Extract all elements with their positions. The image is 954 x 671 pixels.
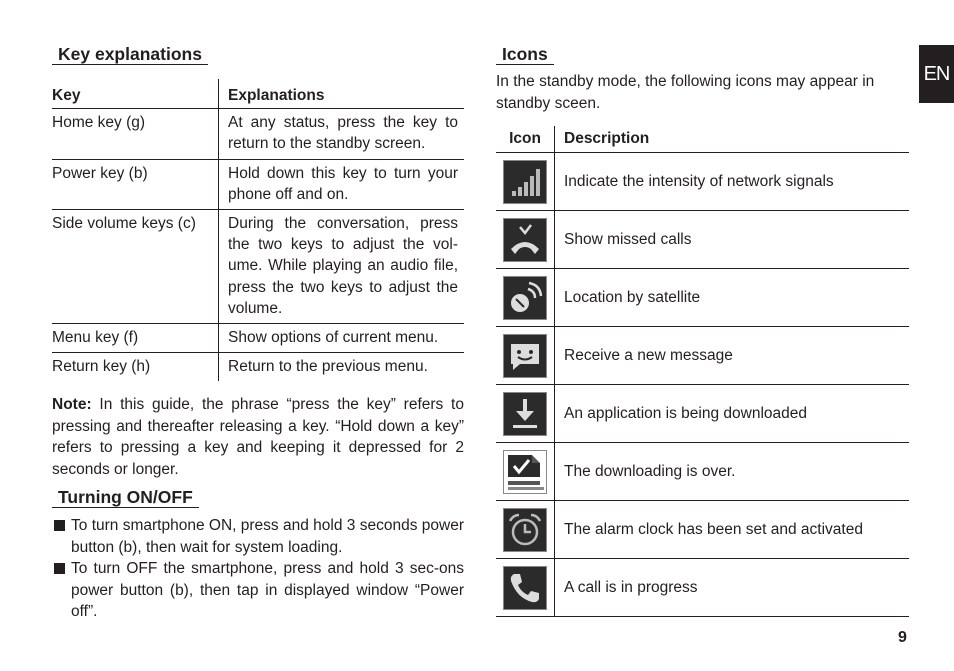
explanation-cell: During the conversation, press the two keys to adjust the vol-ume. While playing an audio file, press the two keys to adjust the volume. — [219, 210, 465, 324]
note-text: In this guide, the phrase “press the key” refers to pressing and thereafter releasing a key. “Hold down a key” refers to pressing a key and keeping it depressed for 2 seconds or longer. — [52, 396, 464, 478]
square-bullet-icon — [54, 563, 65, 574]
explanation-cell: Show options of current menu. — [219, 324, 465, 353]
description-cell: The alarm clock has been set and activated — [555, 501, 910, 559]
bullet-text: To turn OFF the smartphone, press and hold 3 sec-ons power button (b), then tap in displayed window “Power off”. — [71, 560, 464, 621]
description-cell: Show missed calls — [555, 211, 910, 269]
download-complete-icon — [503, 450, 547, 494]
note-paragraph — [52, 394, 464, 480]
table-row — [52, 159, 464, 209]
table-row — [52, 353, 464, 382]
bullet-text: To turn smartphone ON, press and hold 3 seconds power button (b), then wait for system loading. — [71, 517, 464, 556]
key-cell: Side volume keys (c) — [52, 210, 219, 324]
table-row — [496, 501, 909, 559]
key-explanations-table — [52, 79, 464, 381]
list-item — [52, 515, 464, 558]
key-cell: Return key (h) — [52, 353, 219, 382]
list-item — [52, 558, 464, 623]
table-row — [496, 559, 909, 617]
key-cell: Menu key (f) — [52, 324, 219, 353]
explanation-cell: At any status, press the key to return to the standby screen. — [219, 109, 465, 159]
turning-on-off-heading: Turning ON/OFF — [52, 487, 199, 508]
call-in-progress-icon — [503, 566, 547, 610]
description-cell: Receive a new message — [555, 327, 910, 385]
icons-heading: Icons — [496, 44, 554, 65]
page-number: 9 — [898, 629, 907, 646]
explanation-cell: Hold down this key to turn your phone off and on. — [219, 159, 465, 209]
col-explanations-header: Explanations — [219, 79, 465, 109]
table-row — [52, 109, 464, 159]
description-cell: Indicate the intensity of network signals — [555, 153, 910, 211]
square-bullet-icon — [54, 520, 65, 531]
table-row — [496, 385, 909, 443]
download-icon — [503, 392, 547, 436]
icons-intro: In the standby mode, the following icons may appear in standby sceen. — [496, 73, 875, 112]
table-row — [496, 327, 909, 385]
table-row — [496, 269, 909, 327]
signal-icon — [503, 160, 547, 204]
table-row — [496, 211, 909, 269]
turning-bullet-list — [52, 515, 464, 623]
table-row — [52, 324, 464, 353]
description-cell: Location by satellite — [555, 269, 910, 327]
satellite-icon — [503, 276, 547, 320]
col-icon-header: Icon — [496, 126, 555, 153]
key-explanations-heading: Key explanations — [52, 44, 208, 65]
missed-call-icon — [503, 218, 547, 262]
col-key-header: Key — [52, 87, 81, 104]
key-cell: Home key (g) — [52, 109, 219, 159]
message-icon — [503, 334, 547, 378]
note-label: Note: — [52, 396, 92, 413]
table-row — [52, 210, 464, 324]
table-row — [496, 153, 909, 211]
alarm-clock-icon — [503, 508, 547, 552]
icons-table — [496, 126, 909, 617]
table-row — [496, 443, 909, 501]
description-cell: The downloading is over. — [555, 443, 910, 501]
col-description-header: Description — [555, 126, 910, 153]
language-tab: EN — [919, 45, 954, 103]
explanation-cell: Return to the previous menu. — [219, 353, 465, 382]
key-cell: Power key (b) — [52, 159, 219, 209]
description-cell: An application is being downloaded — [555, 385, 910, 443]
description-cell: A call is in progress — [555, 559, 910, 617]
